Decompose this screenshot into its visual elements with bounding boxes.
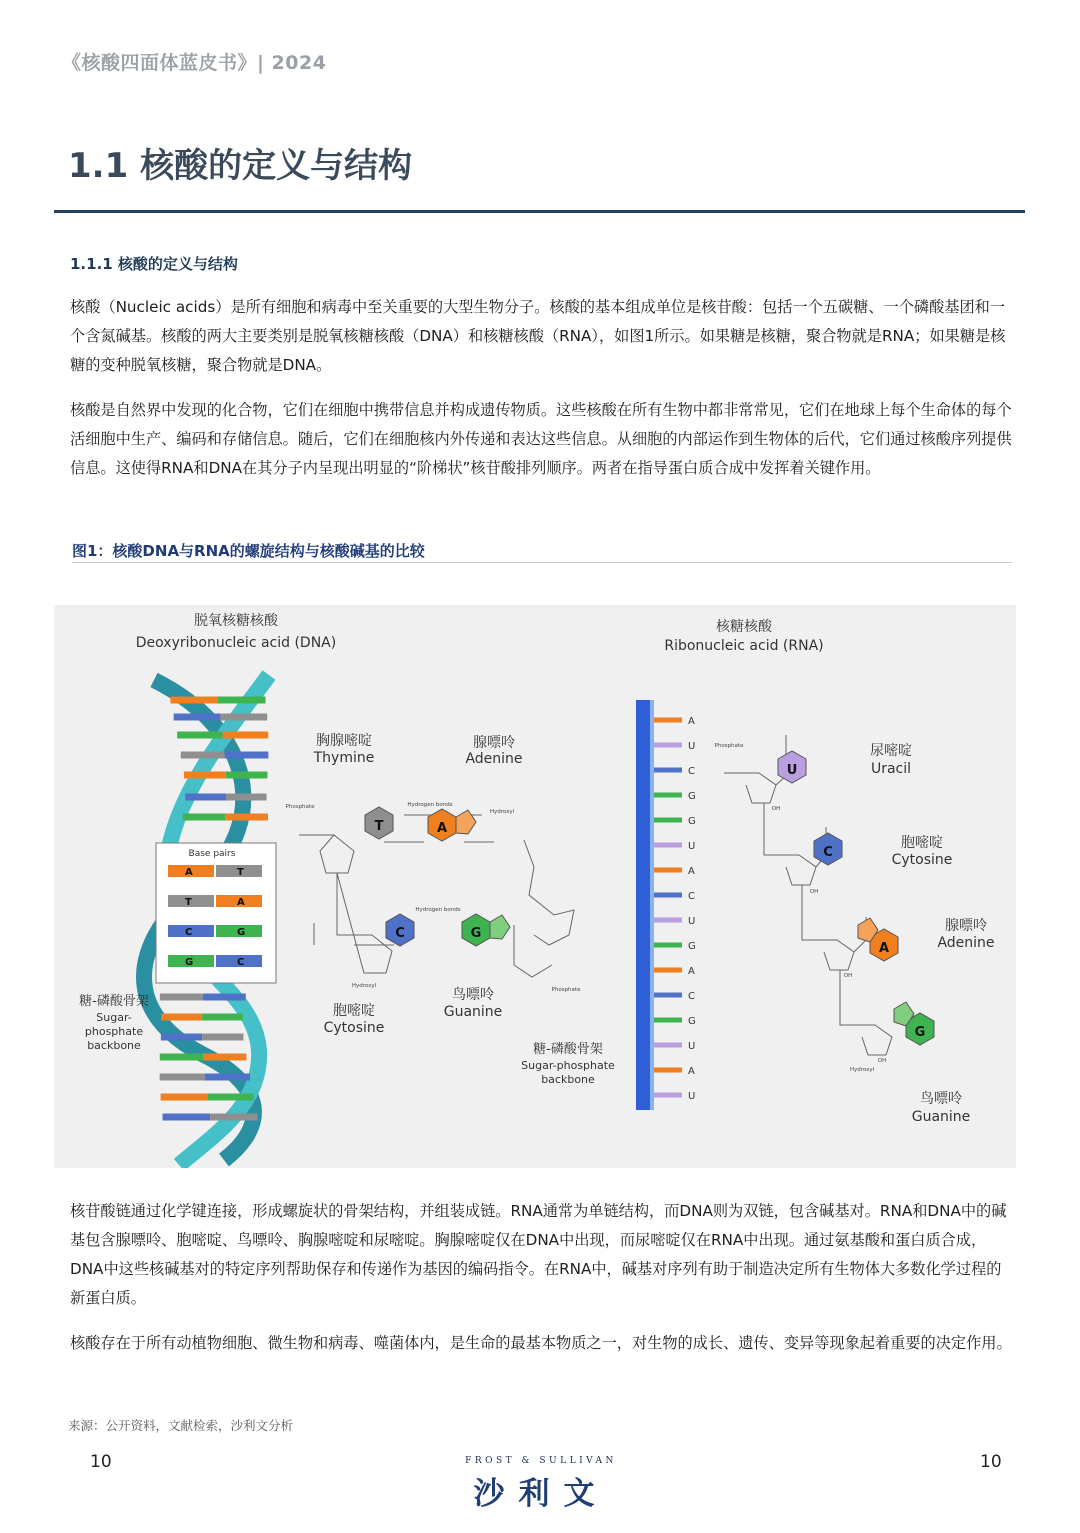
logo-text-cn: 沙利文 [473,1476,609,1512]
rna-base-letter: A [688,716,695,727]
guanine-label-en: Guanine [443,1004,503,1020]
rna-backbone-en-2: backbone [541,1073,595,1086]
rna-base-letter: A [688,866,695,877]
hbond-label-bottom: Hydrogen bonds [415,907,461,913]
base-pair-letter: C [237,957,245,968]
adenine-label-cn: 腺嘌呤 [473,735,515,751]
base-pairs-label: Base pairs [188,849,236,859]
paragraph-2: 核酸是自然界中发现的化合物，它们在细胞中携带信息并构成遗传物质。这些核酸在所有生物中都非常常见，它们在地球上每个生命体的每个活细胞中生产、编码和存储信息。随后，它们在细胞核内外传递和表达这些信息。从细胞的内部运作到生物体的后代，它们通过核酸序列提供信息。这使得RNA和DNA在其分子内呈现出明显的“阶梯状”核苷酸排列顺序。两者在指导蛋白质合成中发挥着关键作用。 [70,401,1012,477]
svg-text:G: G [470,926,482,941]
thymine-label-en: Thymine [313,750,375,766]
rna-base-letter: C [688,766,695,777]
dna-structure-lines [299,815,574,977]
rna-base-letter: U [688,916,696,927]
thymine-label-cn: 胸腺嘧啶 [316,733,372,749]
rna-guanine-label-cn: 鸟嘌呤 [920,1091,962,1107]
rna-cytosine-label-en: Cytosine [891,852,953,868]
caption-divider [72,562,1012,563]
rna-backbone-en-1: Sugar-phosphate [521,1059,615,1072]
rna-base-letter: A [688,1066,695,1077]
running-header: 《核酸四面体蓝皮书》| 2024 [62,52,327,74]
rna-base-letter: G [688,791,696,802]
svg-text:G: G [914,1025,926,1040]
rna-guanine-ring [894,1002,934,1045]
figure-illustration [54,605,1016,1168]
base-pair-letter: T [237,867,244,878]
rna-oh-label-1: OH [771,806,781,812]
base-pair-letter: A [185,867,193,878]
rna-oh-label-2: OH [809,889,819,895]
adenine-label-en: Adenine [465,751,523,767]
paragraph-3: 核苷酸链通过化学键连接，形成螺旋状的骨架结构，并组装成链。RNA通常为单链结构，而DNA则为双链，包含碱基对。RNA和DNA中的碱基包含腺嘌呤、胞嘧啶、鸟嘌呤、胸腺嘧啶和尿嘧啶。胸腺嘧啶仅在DNA中出现，而尿嘧啶仅在RNA中出现。通过氨基酸和蛋白质合成，DNA中这些核碱基对的特定序列帮助保存和传递作为基因的编码指令。在RNA中，碱基对序列有助于制造决定所有生物体大多数化学过程的新蛋白质。 [70,1202,1007,1307]
rna-base-letter: A [688,966,695,977]
hbond-label-top: Hydrogen bonds [407,802,453,808]
page-number-left: 10 [90,1452,112,1472]
rna-base-letter: G [688,1016,696,1027]
rna-guanine-label-en: Guanine [911,1109,971,1125]
cytosine-label-cn: 胞嘧啶 [333,1003,375,1019]
base-pair-letter: A [237,897,245,908]
rna-oh-label-4: OH [877,1058,887,1064]
paragraph-1: 核酸（Nucleic acids）是所有细胞和病毒中至关重要的大型生物分子。核酸的基本组成单位是核苷酸：包括一个五碳糖、一个磷酸基团和一个含氮碱基。核酸的两大主要类别是脱氧核糖核酸（DNA）和核糖核酸（RNA），如图1所示。如果糖是核糖，聚合物就是RNA；如果糖是核糖的变种脱氧核糖，聚合物就是DNA。 [70,298,1006,374]
uracil-label-cn: 尿嘧啶 [870,743,912,759]
dna-phosphate-label-bottom: Phosphate [551,987,581,993]
base-pair-letter: T [185,897,192,908]
dna-backbone-en-2: phosphate [84,1025,144,1038]
logo-text-en: FROST & SULLIVAN [465,1456,617,1466]
dna-hydroxyl-label-top: Hydroxyl [489,809,515,815]
rna-backbone [636,700,650,1110]
rna-adenine-ring [858,918,898,961]
rna-backbone-cn: 糖-磷酸骨架 [533,1042,603,1057]
page-number-right: 10 [980,1452,1002,1472]
figure-dna-rna [54,605,1016,1168]
rna-base-letter: C [688,991,695,1002]
source-note: 来源：公开资料，文献检索，沙利文分析 [68,1418,294,1433]
rna-title-cn: 核糖核酸 [716,619,772,635]
cytosine-ring [386,914,414,946]
rna-oh-label-3: OH [843,973,853,979]
rna-hydroxyl-label: Hydroxyl [849,1067,875,1073]
rna-base-letter: U [688,1091,696,1102]
paragraph-4: 核酸存在于所有动植物细胞、微生物和病毒、噬菌体内，是生命的最基本物质之一，对生物的成长、遗传、变异等现象起着重要的决定作用。 [70,1334,1012,1352]
dna-backbone-en-3: backbone [87,1039,141,1052]
adenine-ring [428,809,476,841]
cytosine-label-en: Cytosine [323,1020,385,1036]
rna-cytosine-label-cn: 胞嘧啶 [901,835,943,851]
svg-text:A: A [878,941,890,956]
rna-cytosine-ring [814,833,842,865]
rna-title-en: Ribonucleic acid (RNA) [664,638,824,654]
dna-title-cn: 脱氧核糖核酸 [194,613,278,629]
base-pair-letter: G [185,957,194,968]
svg-text:U: U [786,763,798,778]
rna-phosphate-label: Phosphate [714,743,744,749]
base-pair-letter: G [237,927,246,938]
rna-base-letter: U [688,841,696,852]
dna-title-en: Deoxyribonucleic acid (DNA) [135,635,337,651]
rna-backbone-highlight [650,700,654,1110]
svg-text:A: A [436,821,448,836]
svg-text:C: C [823,845,833,860]
rna-bases [654,716,696,1102]
rna-base-letter: U [688,1041,696,1052]
svg-text:C: C [395,926,405,941]
dna-backbone-cn: 糖-磷酸骨架 [79,994,149,1009]
section-title: 1.1 核酸的定义与结构 [68,146,413,186]
rna-base-letter: G [688,816,696,827]
figure-caption: 图1：核酸DNA与RNA的螺旋结构与核酸碱基的比较 [72,542,425,560]
rna-structure-lines [724,735,904,1055]
svg-text:T: T [374,819,384,834]
uracil-ring [778,751,806,783]
guanine-label-cn: 鸟嘌呤 [452,987,494,1003]
title-divider [54,210,1025,213]
thymine-ring [365,807,393,839]
subsection-title: 1.1.1 核酸的定义与结构 [70,255,238,273]
base-pair-letter: C [185,927,193,938]
guanine-ring [462,914,510,946]
rna-base-letter: C [688,891,695,902]
dna-hydroxyl-label-bottom: Hydroxyl [351,983,377,989]
rna-base-letter: G [688,941,696,952]
rna-adenine-label-en: Adenine [937,935,995,951]
uracil-label-en: Uracil [870,761,912,777]
rna-base-letter: U [688,741,696,752]
rna-adenine-label-cn: 腺嘌呤 [945,918,987,934]
base-pairs-box [156,843,276,983]
dna-backbone-en-1: Sugar- [96,1011,132,1024]
dna-phosphate-label: Phosphate [285,804,315,810]
